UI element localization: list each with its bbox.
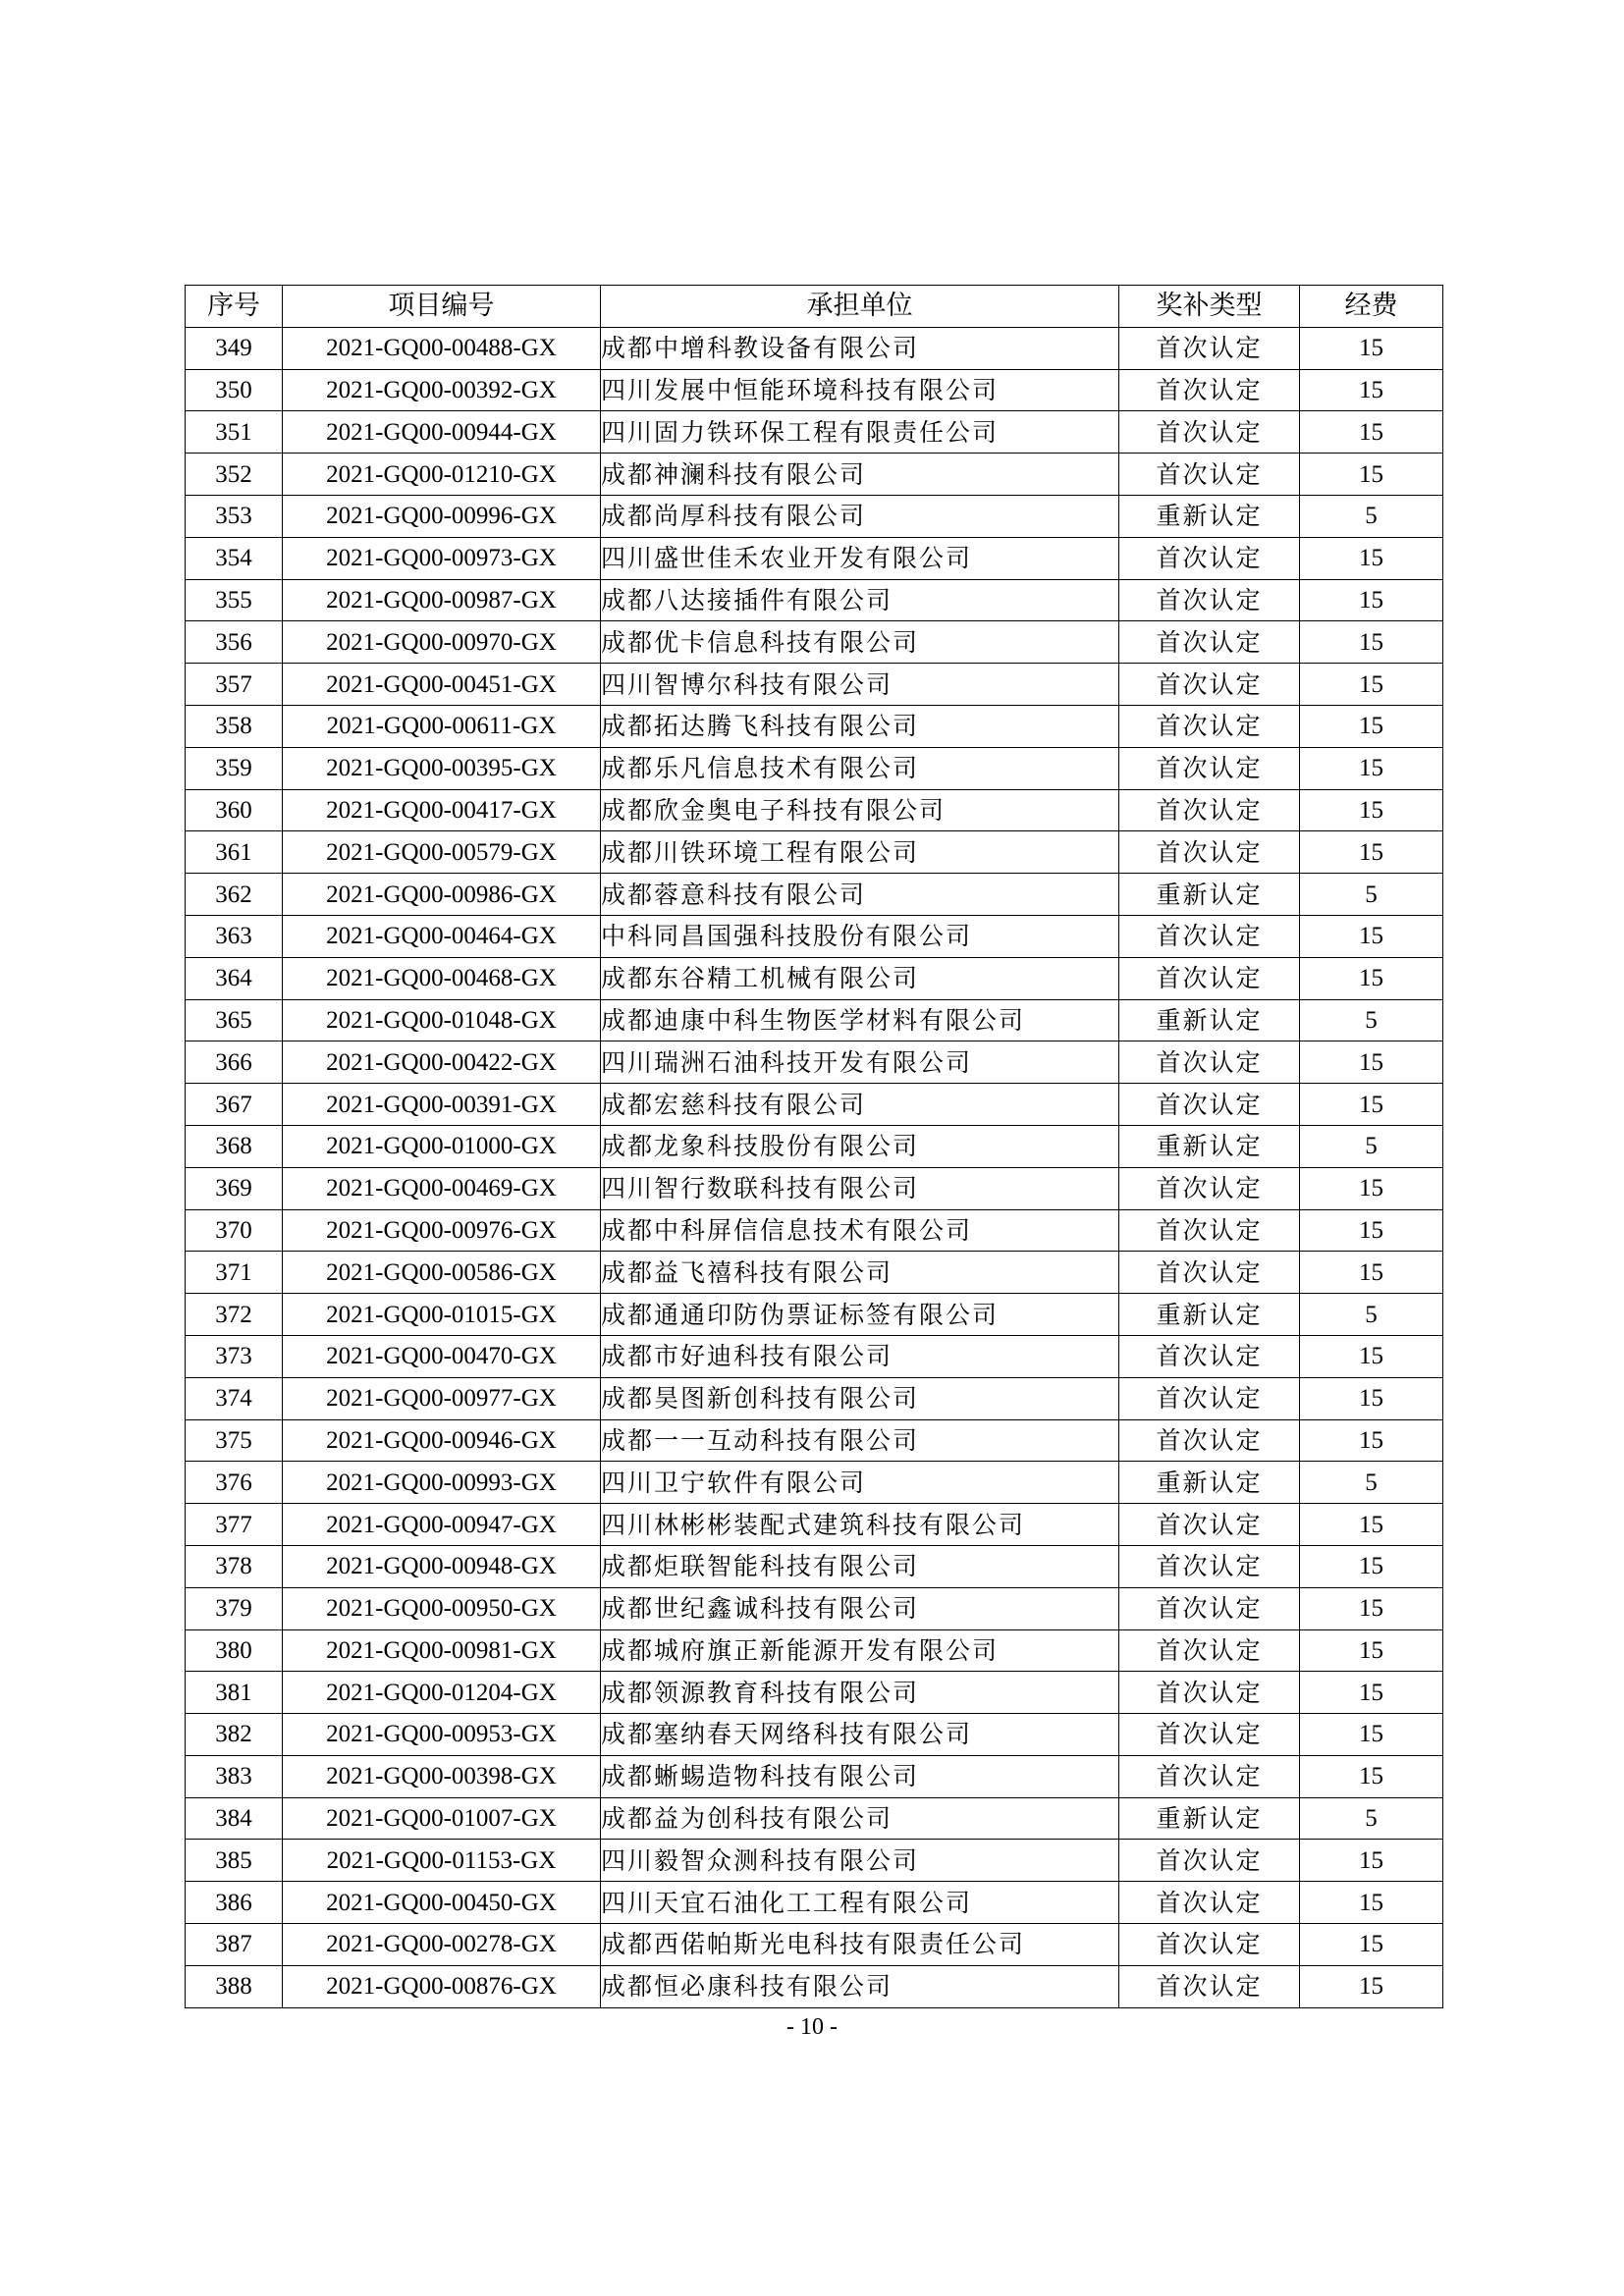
row-serial: 376 xyxy=(186,1462,283,1504)
row-serial: 372 xyxy=(186,1294,283,1336)
row-undertaking-unit: 成都通通印防伪票证标签有限公司 xyxy=(601,1294,1119,1336)
row-undertaking-unit: 成都蜥蜴造物科技有限公司 xyxy=(601,1755,1119,1797)
row-undertaking-unit: 成都宏慈科技有限公司 xyxy=(601,1084,1119,1126)
row-funding: 15 xyxy=(1300,1882,1443,1924)
row-project-code: 2021-GQ00-00970-GX xyxy=(283,621,601,664)
row-project-code: 2021-GQ00-00944-GX xyxy=(283,411,601,454)
table-row xyxy=(186,1209,1443,1252)
table-row xyxy=(186,327,1443,369)
row-funding: 15 xyxy=(1300,1252,1443,1294)
row-subsidy-type: 首次认定 xyxy=(1119,1167,1300,1209)
row-subsidy-type: 首次认定 xyxy=(1119,1587,1300,1629)
row-undertaking-unit: 四川盛世佳禾农业开发有限公司 xyxy=(601,537,1119,579)
row-funding: 15 xyxy=(1300,1840,1443,1882)
table-row xyxy=(186,1924,1443,1966)
table-row xyxy=(186,1377,1443,1419)
table-row xyxy=(186,1504,1443,1546)
row-undertaking-unit: 成都一一互动科技有限公司 xyxy=(601,1419,1119,1462)
row-subsidy-type: 首次认定 xyxy=(1119,915,1300,957)
row-funding: 15 xyxy=(1300,327,1443,369)
row-funding: 15 xyxy=(1300,1084,1443,1126)
table-row xyxy=(186,1755,1443,1797)
row-undertaking-unit: 成都川铁环境工程有限公司 xyxy=(601,831,1119,874)
row-project-code: 2021-GQ00-00993-GX xyxy=(283,1462,601,1504)
row-undertaking-unit: 成都领源教育科技有限公司 xyxy=(601,1672,1119,1714)
header-serial: 序号 xyxy=(186,286,283,328)
row-serial: 384 xyxy=(186,1797,283,1840)
row-undertaking-unit: 四川天宜石油化工工程有限公司 xyxy=(601,1882,1119,1924)
row-subsidy-type: 首次认定 xyxy=(1119,411,1300,454)
row-subsidy-type: 首次认定 xyxy=(1119,957,1300,999)
row-project-code: 2021-GQ00-00977-GX xyxy=(283,1377,601,1419)
row-subsidy-type: 首次认定 xyxy=(1119,747,1300,789)
table-row xyxy=(186,1797,1443,1840)
row-subsidy-type: 首次认定 xyxy=(1119,1755,1300,1797)
row-serial: 371 xyxy=(186,1252,283,1294)
row-funding: 5 xyxy=(1300,1797,1443,1840)
row-undertaking-unit: 中科同昌国强科技股份有限公司 xyxy=(601,915,1119,957)
row-undertaking-unit: 成都益为创科技有限公司 xyxy=(601,1797,1119,1840)
row-undertaking-unit: 四川瑞洲石油科技开发有限公司 xyxy=(601,1041,1119,1084)
row-funding: 15 xyxy=(1300,1335,1443,1377)
table-row xyxy=(186,454,1443,496)
row-subsidy-type: 重新认定 xyxy=(1119,1125,1300,1167)
row-subsidy-type: 首次认定 xyxy=(1119,537,1300,579)
row-subsidy-type: 首次认定 xyxy=(1119,579,1300,621)
row-subsidy-type: 重新认定 xyxy=(1119,495,1300,537)
row-serial: 349 xyxy=(186,327,283,369)
row-serial: 370 xyxy=(186,1209,283,1252)
row-undertaking-unit: 成都塞纳春天网络科技有限公司 xyxy=(601,1714,1119,1756)
table-row xyxy=(186,1629,1443,1672)
row-serial: 375 xyxy=(186,1419,283,1462)
row-serial: 369 xyxy=(186,1167,283,1209)
table-row xyxy=(186,1672,1443,1714)
row-project-code: 2021-GQ00-00948-GX xyxy=(283,1545,601,1587)
table-row xyxy=(186,1125,1443,1167)
row-project-code: 2021-GQ00-00464-GX xyxy=(283,915,601,957)
row-subsidy-type: 首次认定 xyxy=(1119,1924,1300,1966)
table-row xyxy=(186,1294,1443,1336)
row-funding: 5 xyxy=(1300,1462,1443,1504)
row-project-code: 2021-GQ00-00468-GX xyxy=(283,957,601,999)
row-serial: 383 xyxy=(186,1755,283,1797)
row-undertaking-unit: 成都炬联智能科技有限公司 xyxy=(601,1545,1119,1587)
row-project-code: 2021-GQ00-00986-GX xyxy=(283,874,601,916)
row-subsidy-type: 首次认定 xyxy=(1119,831,1300,874)
row-funding: 5 xyxy=(1300,874,1443,916)
row-project-code: 2021-GQ00-00987-GX xyxy=(283,579,601,621)
row-serial: 381 xyxy=(186,1672,283,1714)
table-row xyxy=(186,1252,1443,1294)
row-serial: 355 xyxy=(186,579,283,621)
table-row xyxy=(186,369,1443,411)
row-serial: 380 xyxy=(186,1629,283,1672)
row-funding: 15 xyxy=(1300,915,1443,957)
table-row xyxy=(186,1545,1443,1587)
row-project-code: 2021-GQ00-00976-GX xyxy=(283,1209,601,1252)
row-undertaking-unit: 四川发展中恒能环境科技有限公司 xyxy=(601,369,1119,411)
row-undertaking-unit: 成都中增科教设备有限公司 xyxy=(601,327,1119,369)
row-subsidy-type: 重新认定 xyxy=(1119,874,1300,916)
row-project-code: 2021-GQ00-01153-GX xyxy=(283,1840,601,1882)
row-funding: 15 xyxy=(1300,1587,1443,1629)
row-funding: 15 xyxy=(1300,1419,1443,1462)
row-serial: 365 xyxy=(186,999,283,1041)
row-undertaking-unit: 成都中科屏信信息技术有限公司 xyxy=(601,1209,1119,1252)
table-row xyxy=(186,874,1443,916)
row-subsidy-type: 首次认定 xyxy=(1119,1377,1300,1419)
row-subsidy-type: 首次认定 xyxy=(1119,1084,1300,1126)
row-subsidy-type: 重新认定 xyxy=(1119,1294,1300,1336)
row-subsidy-type: 首次认定 xyxy=(1119,1545,1300,1587)
row-serial: 366 xyxy=(186,1041,283,1084)
row-project-code: 2021-GQ00-00947-GX xyxy=(283,1504,601,1546)
row-undertaking-unit: 成都恒必康科技有限公司 xyxy=(601,1965,1119,2007)
table-row xyxy=(186,621,1443,664)
row-funding: 5 xyxy=(1300,495,1443,537)
row-serial: 388 xyxy=(186,1965,283,2007)
table-row xyxy=(186,705,1443,747)
row-serial: 361 xyxy=(186,831,283,874)
row-subsidy-type: 首次认定 xyxy=(1119,1965,1300,2007)
row-undertaking-unit: 成都神澜科技有限公司 xyxy=(601,454,1119,496)
table-row xyxy=(186,1965,1443,2007)
row-funding: 15 xyxy=(1300,1545,1443,1587)
row-funding: 15 xyxy=(1300,1167,1443,1209)
row-serial: 350 xyxy=(186,369,283,411)
row-project-code: 2021-GQ00-00981-GX xyxy=(283,1629,601,1672)
row-subsidy-type: 首次认定 xyxy=(1119,369,1300,411)
row-serial: 351 xyxy=(186,411,283,454)
row-project-code: 2021-GQ00-00876-GX xyxy=(283,1965,601,2007)
row-serial: 363 xyxy=(186,915,283,957)
table-row xyxy=(186,1882,1443,1924)
row-funding: 15 xyxy=(1300,1629,1443,1672)
table-row xyxy=(186,999,1443,1041)
row-funding: 15 xyxy=(1300,789,1443,831)
row-project-code: 2021-GQ00-01210-GX xyxy=(283,454,601,496)
row-undertaking-unit: 四川卫宁软件有限公司 xyxy=(601,1462,1119,1504)
row-undertaking-unit: 四川固力铁环保工程有限责任公司 xyxy=(601,411,1119,454)
row-project-code: 2021-GQ00-00450-GX xyxy=(283,1882,601,1924)
row-funding: 15 xyxy=(1300,1209,1443,1252)
table-row xyxy=(186,1041,1443,1084)
row-project-code: 2021-GQ00-00470-GX xyxy=(283,1335,601,1377)
row-subsidy-type: 首次认定 xyxy=(1119,1840,1300,1882)
row-serial: 364 xyxy=(186,957,283,999)
row-subsidy-type: 首次认定 xyxy=(1119,454,1300,496)
row-undertaking-unit: 成都市好迪科技有限公司 xyxy=(601,1335,1119,1377)
table-row xyxy=(186,747,1443,789)
table-row xyxy=(186,1840,1443,1882)
row-subsidy-type: 首次认定 xyxy=(1119,1504,1300,1546)
row-undertaking-unit: 成都迪康中科生物医学材料有限公司 xyxy=(601,999,1119,1041)
row-undertaking-unit: 成都优卡信息科技有限公司 xyxy=(601,621,1119,664)
table-row xyxy=(186,1419,1443,1462)
row-serial: 358 xyxy=(186,705,283,747)
row-project-code: 2021-GQ00-00398-GX xyxy=(283,1755,601,1797)
row-funding: 15 xyxy=(1300,454,1443,496)
row-funding: 5 xyxy=(1300,1125,1443,1167)
row-funding: 15 xyxy=(1300,1041,1443,1084)
row-undertaking-unit: 成都尚厚科技有限公司 xyxy=(601,495,1119,537)
row-subsidy-type: 首次认定 xyxy=(1119,1209,1300,1252)
row-undertaking-unit: 成都益飞禧科技有限公司 xyxy=(601,1252,1119,1294)
header-project-code: 项目编号 xyxy=(283,286,601,328)
row-project-code: 2021-GQ00-00392-GX xyxy=(283,369,601,411)
row-funding: 15 xyxy=(1300,1672,1443,1714)
row-undertaking-unit: 四川毅智众测科技有限公司 xyxy=(601,1840,1119,1882)
row-serial: 385 xyxy=(186,1840,283,1882)
table-row xyxy=(186,411,1443,454)
row-subsidy-type: 首次认定 xyxy=(1119,1335,1300,1377)
row-funding: 15 xyxy=(1300,621,1443,664)
table-row xyxy=(186,1335,1443,1377)
row-serial: 377 xyxy=(186,1504,283,1546)
row-subsidy-type: 首次认定 xyxy=(1119,621,1300,664)
row-serial: 362 xyxy=(186,874,283,916)
row-serial: 386 xyxy=(186,1882,283,1924)
row-undertaking-unit: 成都乐凡信息技术有限公司 xyxy=(601,747,1119,789)
header-subsidy-type: 奖补类型 xyxy=(1119,286,1300,328)
row-serial: 373 xyxy=(186,1335,283,1377)
row-serial: 368 xyxy=(186,1125,283,1167)
row-project-code: 2021-GQ00-00278-GX xyxy=(283,1924,601,1966)
row-funding: 15 xyxy=(1300,1965,1443,2007)
row-serial: 378 xyxy=(186,1545,283,1587)
row-subsidy-type: 首次认定 xyxy=(1119,664,1300,706)
table-row xyxy=(186,1462,1443,1504)
row-project-code: 2021-GQ00-00611-GX xyxy=(283,705,601,747)
row-project-code: 2021-GQ00-01000-GX xyxy=(283,1125,601,1167)
row-serial: 379 xyxy=(186,1587,283,1629)
row-subsidy-type: 重新认定 xyxy=(1119,999,1300,1041)
row-undertaking-unit: 成都龙象科技股份有限公司 xyxy=(601,1125,1119,1167)
row-undertaking-unit: 成都欣金奥电子科技有限公司 xyxy=(601,789,1119,831)
row-serial: 356 xyxy=(186,621,283,664)
row-funding: 5 xyxy=(1300,999,1443,1041)
row-subsidy-type: 首次认定 xyxy=(1119,1629,1300,1672)
row-funding: 15 xyxy=(1300,1377,1443,1419)
row-subsidy-type: 首次认定 xyxy=(1119,1714,1300,1756)
row-funding: 15 xyxy=(1300,1504,1443,1546)
row-project-code: 2021-GQ00-01204-GX xyxy=(283,1672,601,1714)
funding-table xyxy=(185,285,1443,2008)
row-serial: 359 xyxy=(186,747,283,789)
table-row xyxy=(186,495,1443,537)
row-undertaking-unit: 四川林彬彬装配式建筑科技有限公司 xyxy=(601,1504,1119,1546)
row-serial: 352 xyxy=(186,454,283,496)
table-row xyxy=(186,915,1443,957)
row-project-code: 2021-GQ00-00579-GX xyxy=(283,831,601,874)
row-serial: 357 xyxy=(186,664,283,706)
row-funding: 5 xyxy=(1300,1294,1443,1336)
page-number: - 10 - xyxy=(786,2014,838,2040)
row-serial: 360 xyxy=(186,789,283,831)
table-row xyxy=(186,789,1443,831)
header-undertaking-unit: 承担单位 xyxy=(601,286,1119,328)
row-funding: 15 xyxy=(1300,537,1443,579)
table-row xyxy=(186,1714,1443,1756)
row-funding: 15 xyxy=(1300,1714,1443,1756)
row-subsidy-type: 重新认定 xyxy=(1119,1797,1300,1840)
row-project-code: 2021-GQ00-00950-GX xyxy=(283,1587,601,1629)
row-project-code: 2021-GQ00-00451-GX xyxy=(283,664,601,706)
row-project-code: 2021-GQ00-00586-GX xyxy=(283,1252,601,1294)
table-row xyxy=(186,1167,1443,1209)
row-undertaking-unit: 四川智行数联科技有限公司 xyxy=(601,1167,1119,1209)
row-project-code: 2021-GQ00-00391-GX xyxy=(283,1084,601,1126)
row-serial: 354 xyxy=(186,537,283,579)
row-undertaking-unit: 四川智博尔科技有限公司 xyxy=(601,664,1119,706)
row-funding: 15 xyxy=(1300,411,1443,454)
row-undertaking-unit: 成都东谷精工机械有限公司 xyxy=(601,957,1119,999)
row-funding: 15 xyxy=(1300,831,1443,874)
row-project-code: 2021-GQ00-00996-GX xyxy=(283,495,601,537)
row-project-code: 2021-GQ00-00946-GX xyxy=(283,1419,601,1462)
row-funding: 15 xyxy=(1300,664,1443,706)
row-project-code: 2021-GQ00-01048-GX xyxy=(283,999,601,1041)
row-funding: 15 xyxy=(1300,705,1443,747)
row-undertaking-unit: 成都世纪鑫诚科技有限公司 xyxy=(601,1587,1119,1629)
row-serial: 353 xyxy=(186,495,283,537)
row-project-code: 2021-GQ00-00395-GX xyxy=(283,747,601,789)
row-project-code: 2021-GQ00-01007-GX xyxy=(283,1797,601,1840)
row-subsidy-type: 首次认定 xyxy=(1119,789,1300,831)
row-undertaking-unit: 成都西偌帕斯光电科技有限责任公司 xyxy=(601,1924,1119,1966)
row-serial: 367 xyxy=(186,1084,283,1126)
row-serial: 382 xyxy=(186,1714,283,1756)
row-funding: 15 xyxy=(1300,957,1443,999)
row-funding: 15 xyxy=(1300,369,1443,411)
row-undertaking-unit: 成都八达接插件有限公司 xyxy=(601,579,1119,621)
table-row xyxy=(186,537,1443,579)
table-header-row xyxy=(186,286,1443,328)
row-subsidy-type: 首次认定 xyxy=(1119,327,1300,369)
row-serial: 374 xyxy=(186,1377,283,1419)
table-body xyxy=(186,327,1443,2007)
row-serial: 387 xyxy=(186,1924,283,1966)
row-subsidy-type: 重新认定 xyxy=(1119,1462,1300,1504)
table-row xyxy=(186,664,1443,706)
row-subsidy-type: 首次认定 xyxy=(1119,1041,1300,1084)
row-undertaking-unit: 成都拓达腾飞科技有限公司 xyxy=(601,705,1119,747)
row-funding: 15 xyxy=(1300,579,1443,621)
row-funding: 15 xyxy=(1300,1924,1443,1966)
table-row xyxy=(186,1084,1443,1126)
row-subsidy-type: 首次认定 xyxy=(1119,1419,1300,1462)
row-funding: 15 xyxy=(1300,1755,1443,1797)
table-row xyxy=(186,579,1443,621)
row-project-code: 2021-GQ00-00973-GX xyxy=(283,537,601,579)
row-project-code: 2021-GQ00-00469-GX xyxy=(283,1167,601,1209)
table-row xyxy=(186,831,1443,874)
row-subsidy-type: 首次认定 xyxy=(1119,1672,1300,1714)
row-project-code: 2021-GQ00-00953-GX xyxy=(283,1714,601,1756)
row-undertaking-unit: 成都昊图新创科技有限公司 xyxy=(601,1377,1119,1419)
row-project-code: 2021-GQ00-01015-GX xyxy=(283,1294,601,1336)
row-project-code: 2021-GQ00-00488-GX xyxy=(283,327,601,369)
row-undertaking-unit: 成都城府旗正新能源开发有限公司 xyxy=(601,1629,1119,1672)
table-row xyxy=(186,1587,1443,1629)
row-undertaking-unit: 成都蓉意科技有限公司 xyxy=(601,874,1119,916)
row-funding: 15 xyxy=(1300,747,1443,789)
row-subsidy-type: 首次认定 xyxy=(1119,705,1300,747)
row-subsidy-type: 首次认定 xyxy=(1119,1882,1300,1924)
row-subsidy-type: 首次认定 xyxy=(1119,1252,1300,1294)
header-funding: 经费 xyxy=(1300,286,1443,328)
table-row xyxy=(186,957,1443,999)
row-project-code: 2021-GQ00-00422-GX xyxy=(283,1041,601,1084)
row-project-code: 2021-GQ00-00417-GX xyxy=(283,789,601,831)
